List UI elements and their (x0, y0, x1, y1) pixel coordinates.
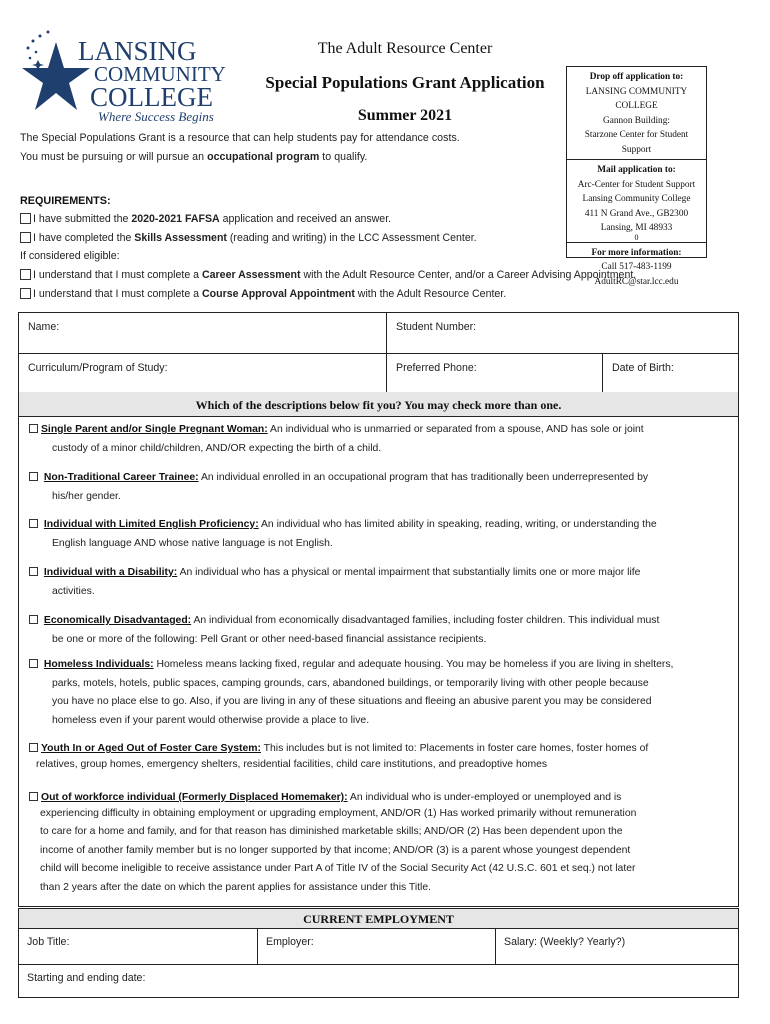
logo-line1: LANSING (78, 36, 197, 66)
mail-stray: 0 (634, 232, 639, 242)
option-cont: activities. (52, 586, 95, 597)
intro-line-2 (20, 151, 367, 163)
job-title-field[interactable]: Job Title: (27, 936, 70, 948)
drop-off-line: LANSING COMMUNITY COLLEGE (585, 86, 688, 111)
option-line (29, 468, 648, 487)
option-heading: Individual with a Disability: (43, 567, 178, 578)
drop-off-line: Starzone Center for Student Support (584, 130, 689, 155)
checkbox[interactable] (29, 424, 38, 433)
form-title: Special Populations Grant Application (265, 73, 545, 92)
checkbox[interactable] (29, 472, 38, 481)
mail-line: Lansing Community College (582, 194, 691, 204)
option-cont: English language AND whose native language is not English. (52, 538, 333, 549)
mail-line: Lansing, MI 48933 (600, 223, 673, 233)
req-bold: 2020-2021 FAFSA (131, 213, 220, 225)
option-cont: child will become ineligible to receive assistance under Part A of Title IV of the Social Security Act (42 U.S.C. 601 et seq.) not later (40, 863, 636, 875)
option-cont: custody of a minor child/children, AND/OR expecting the birth of a child. (52, 443, 382, 454)
checkbox[interactable] (29, 615, 38, 624)
option-heading: Economically Disadvantaged: (43, 615, 192, 626)
option-line (29, 611, 659, 630)
option-line (29, 420, 644, 439)
intro-bold: occupational program (207, 151, 320, 163)
mail-line: 411 N Grand Ave., GB2300 (584, 208, 689, 219)
requirement-fafsa (20, 213, 391, 225)
option-cont: his/her gender. (52, 491, 121, 502)
option-line (29, 790, 636, 805)
req-text: I have submitted the (33, 213, 132, 225)
checkbox[interactable] (29, 743, 38, 752)
option-text: An individual who has limited ability in speaking, reading, writing, or understanding the (258, 519, 657, 530)
intro-text: to qualify. (319, 151, 368, 163)
checkbox[interactable] (20, 213, 31, 224)
req-text: with the Adult Resource Center, and/or a Career Advising Appointment. (300, 269, 637, 281)
option-single-parent (29, 420, 644, 458)
requirement-career (20, 269, 636, 281)
option-out-of-workforce (29, 790, 636, 897)
logo-tagline: Where Success Begins (98, 109, 214, 124)
option-cont: experiencing difficulty in obtaining employment or upgrading employment, AND/OR (1) Has worked primarily without remuneration (40, 808, 637, 819)
curriculum-field[interactable]: Curriculum/Program of Study: (28, 362, 168, 374)
logo-graphic (22, 28, 240, 124)
option-disability (29, 563, 640, 601)
option-line (29, 656, 673, 675)
option-text: An individual enrolled in an occupational program that has traditionally been underrepresented by (198, 472, 649, 483)
req-text: I understand that I must complete a (33, 288, 203, 300)
requirement-skills (20, 232, 477, 244)
option-cont: income of another family member but is no longer supported by that income; AND/OR (3) is a parent whose youngest dependent (40, 844, 631, 856)
contact-box (566, 66, 707, 287)
name-field[interactable]: Name: (28, 321, 60, 333)
option-heading: Homeless Individuals: (43, 659, 154, 670)
option-cont: relatives, group homes, emergency shelters, residential facilities, child care institutions, and preadoptive homes (36, 759, 548, 770)
student-info-table (18, 312, 739, 394)
option-limited-english (29, 515, 657, 553)
phone-field[interactable]: Preferred Phone: (386, 354, 602, 393)
requirements-title: REQUIREMENTS: (20, 195, 111, 207)
info-title: For more information: (591, 247, 682, 258)
employment-row (19, 929, 738, 964)
option-line (29, 741, 648, 757)
drop-off-title: Drop off application to: (589, 72, 684, 82)
option-heading: Out of workforce individual (Formerly Displaced Homemaker): (41, 792, 348, 803)
form-term: Summer 2021 (357, 107, 453, 124)
dates-field[interactable]: Starting and ending date: (27, 972, 146, 984)
option-text: This includes but is not limited to: Placements in foster care homes, foster homes of (260, 743, 649, 754)
req-text: with the Adult Resource Center. (354, 288, 507, 300)
option-cont: to care for a home and family, and for that reason has diminished marketable skills; AND/OR (2) Has been dependent upon the (40, 826, 623, 838)
option-cont: parks, motels, hotels, public spaces, camping grounds, cars, abandoned buildings, or temporarily living with other people because (52, 677, 649, 689)
requirement-course (20, 288, 506, 300)
option-heading: Single Parent and/or Single Pregnant Woman: (41, 424, 268, 435)
option-cont: be one or more of the following: Pell Grant or other need-based financial assistance recipients. (52, 634, 487, 645)
option-text: An individual from economically disadvantaged families, including foster children. This individual must (191, 615, 660, 626)
option-cont: homeless even if your parent would otherwise provide a place to live. (52, 715, 370, 727)
center-name: The Adult Resource Center (317, 40, 493, 57)
option-foster-care (29, 741, 648, 773)
req-bold: Course Approval Appointment (202, 288, 355, 300)
drop-off-section (567, 67, 706, 159)
logo-line2: COMMUNITY (94, 62, 226, 86)
if-eligible-label: If considered eligible: (20, 250, 120, 262)
req-bold: Career Assessment (202, 269, 301, 281)
option-text: An individual who is unmarried or separated from a spouse, AND has sole or joint (267, 424, 644, 435)
logo-line3: COLLEGE (90, 82, 213, 112)
employment-table (18, 908, 739, 998)
checkbox[interactable] (29, 567, 38, 576)
option-heading: Non-Traditional Career Trainee: (43, 472, 199, 483)
option-text: An individual who is under-employed or unemployed and is (347, 792, 622, 803)
req-text: (reading and writing) in the LCC Assessment Center. (226, 232, 477, 244)
checkbox[interactable] (20, 232, 31, 243)
mail-line: Arc-Center for Student Support (577, 179, 696, 190)
option-heading: Youth In or Aged Out of Foster Care System: (41, 743, 261, 754)
info-line: Call 517-483-1199 (601, 262, 672, 272)
descriptions-header: Which of the descriptions below fit you? You may check more than one. (19, 392, 738, 417)
option-text: An individual who has a physical or mental impairment that substantially limits one or more major life (177, 567, 641, 578)
option-heading: Individual with Limited English Proficiency: (43, 519, 259, 530)
employer-field[interactable]: Employer: (257, 929, 495, 964)
option-non-traditional (29, 468, 648, 506)
drop-off-line: Gannon Building: (603, 115, 670, 126)
checkbox[interactable] (29, 792, 38, 801)
employment-header: CURRENT EMPLOYMENT (19, 909, 738, 929)
salary-field[interactable]: Salary: (Weekly? Yearly?) (495, 929, 738, 964)
sparkle-dots (27, 31, 50, 71)
checkbox[interactable] (20, 288, 31, 299)
option-line (29, 563, 640, 582)
option-text: Homeless means lacking fixed, regular and adequate housing. You may be homeless if you are living in shelters, (153, 659, 674, 670)
dob-field[interactable]: Date of Birth: (602, 354, 738, 393)
employment-row (19, 964, 738, 999)
req-text: I understand that I must complete a (33, 269, 203, 281)
info-row (19, 313, 738, 353)
mail-title: Mail application to: (597, 165, 676, 175)
req-text: I have completed the (33, 232, 135, 244)
option-cont: you have no place else to go. Also, if you are living in any of these situations and fleeing an abusive parent you may be considered (52, 696, 652, 708)
student-number-field[interactable]: Student Number: (386, 313, 738, 353)
option-cont: than 2 years after the date on which the parent applies for assistance under this Title. (40, 881, 432, 893)
info-row (19, 353, 738, 393)
option-economically-disadvantaged (29, 611, 659, 649)
descriptions-section (18, 392, 739, 907)
intro-line-1: The Special Populations Grant is a resource that can help students pay for attendance costs. (20, 132, 460, 144)
checkbox[interactable] (20, 269, 31, 280)
intro-text: You must be pursuing or will pursue an (20, 151, 208, 163)
info-line: AdultRC@star.lcc.edu (594, 276, 679, 287)
mail-section (567, 159, 706, 242)
req-bold: Skills Assessment (134, 232, 227, 244)
info-section (567, 242, 706, 292)
option-homeless (29, 656, 673, 731)
checkbox[interactable] (29, 519, 38, 528)
checkbox[interactable] (29, 659, 38, 668)
req-text: application and received an answer. (219, 213, 392, 225)
option-line (29, 515, 657, 534)
college-logo (22, 28, 240, 124)
